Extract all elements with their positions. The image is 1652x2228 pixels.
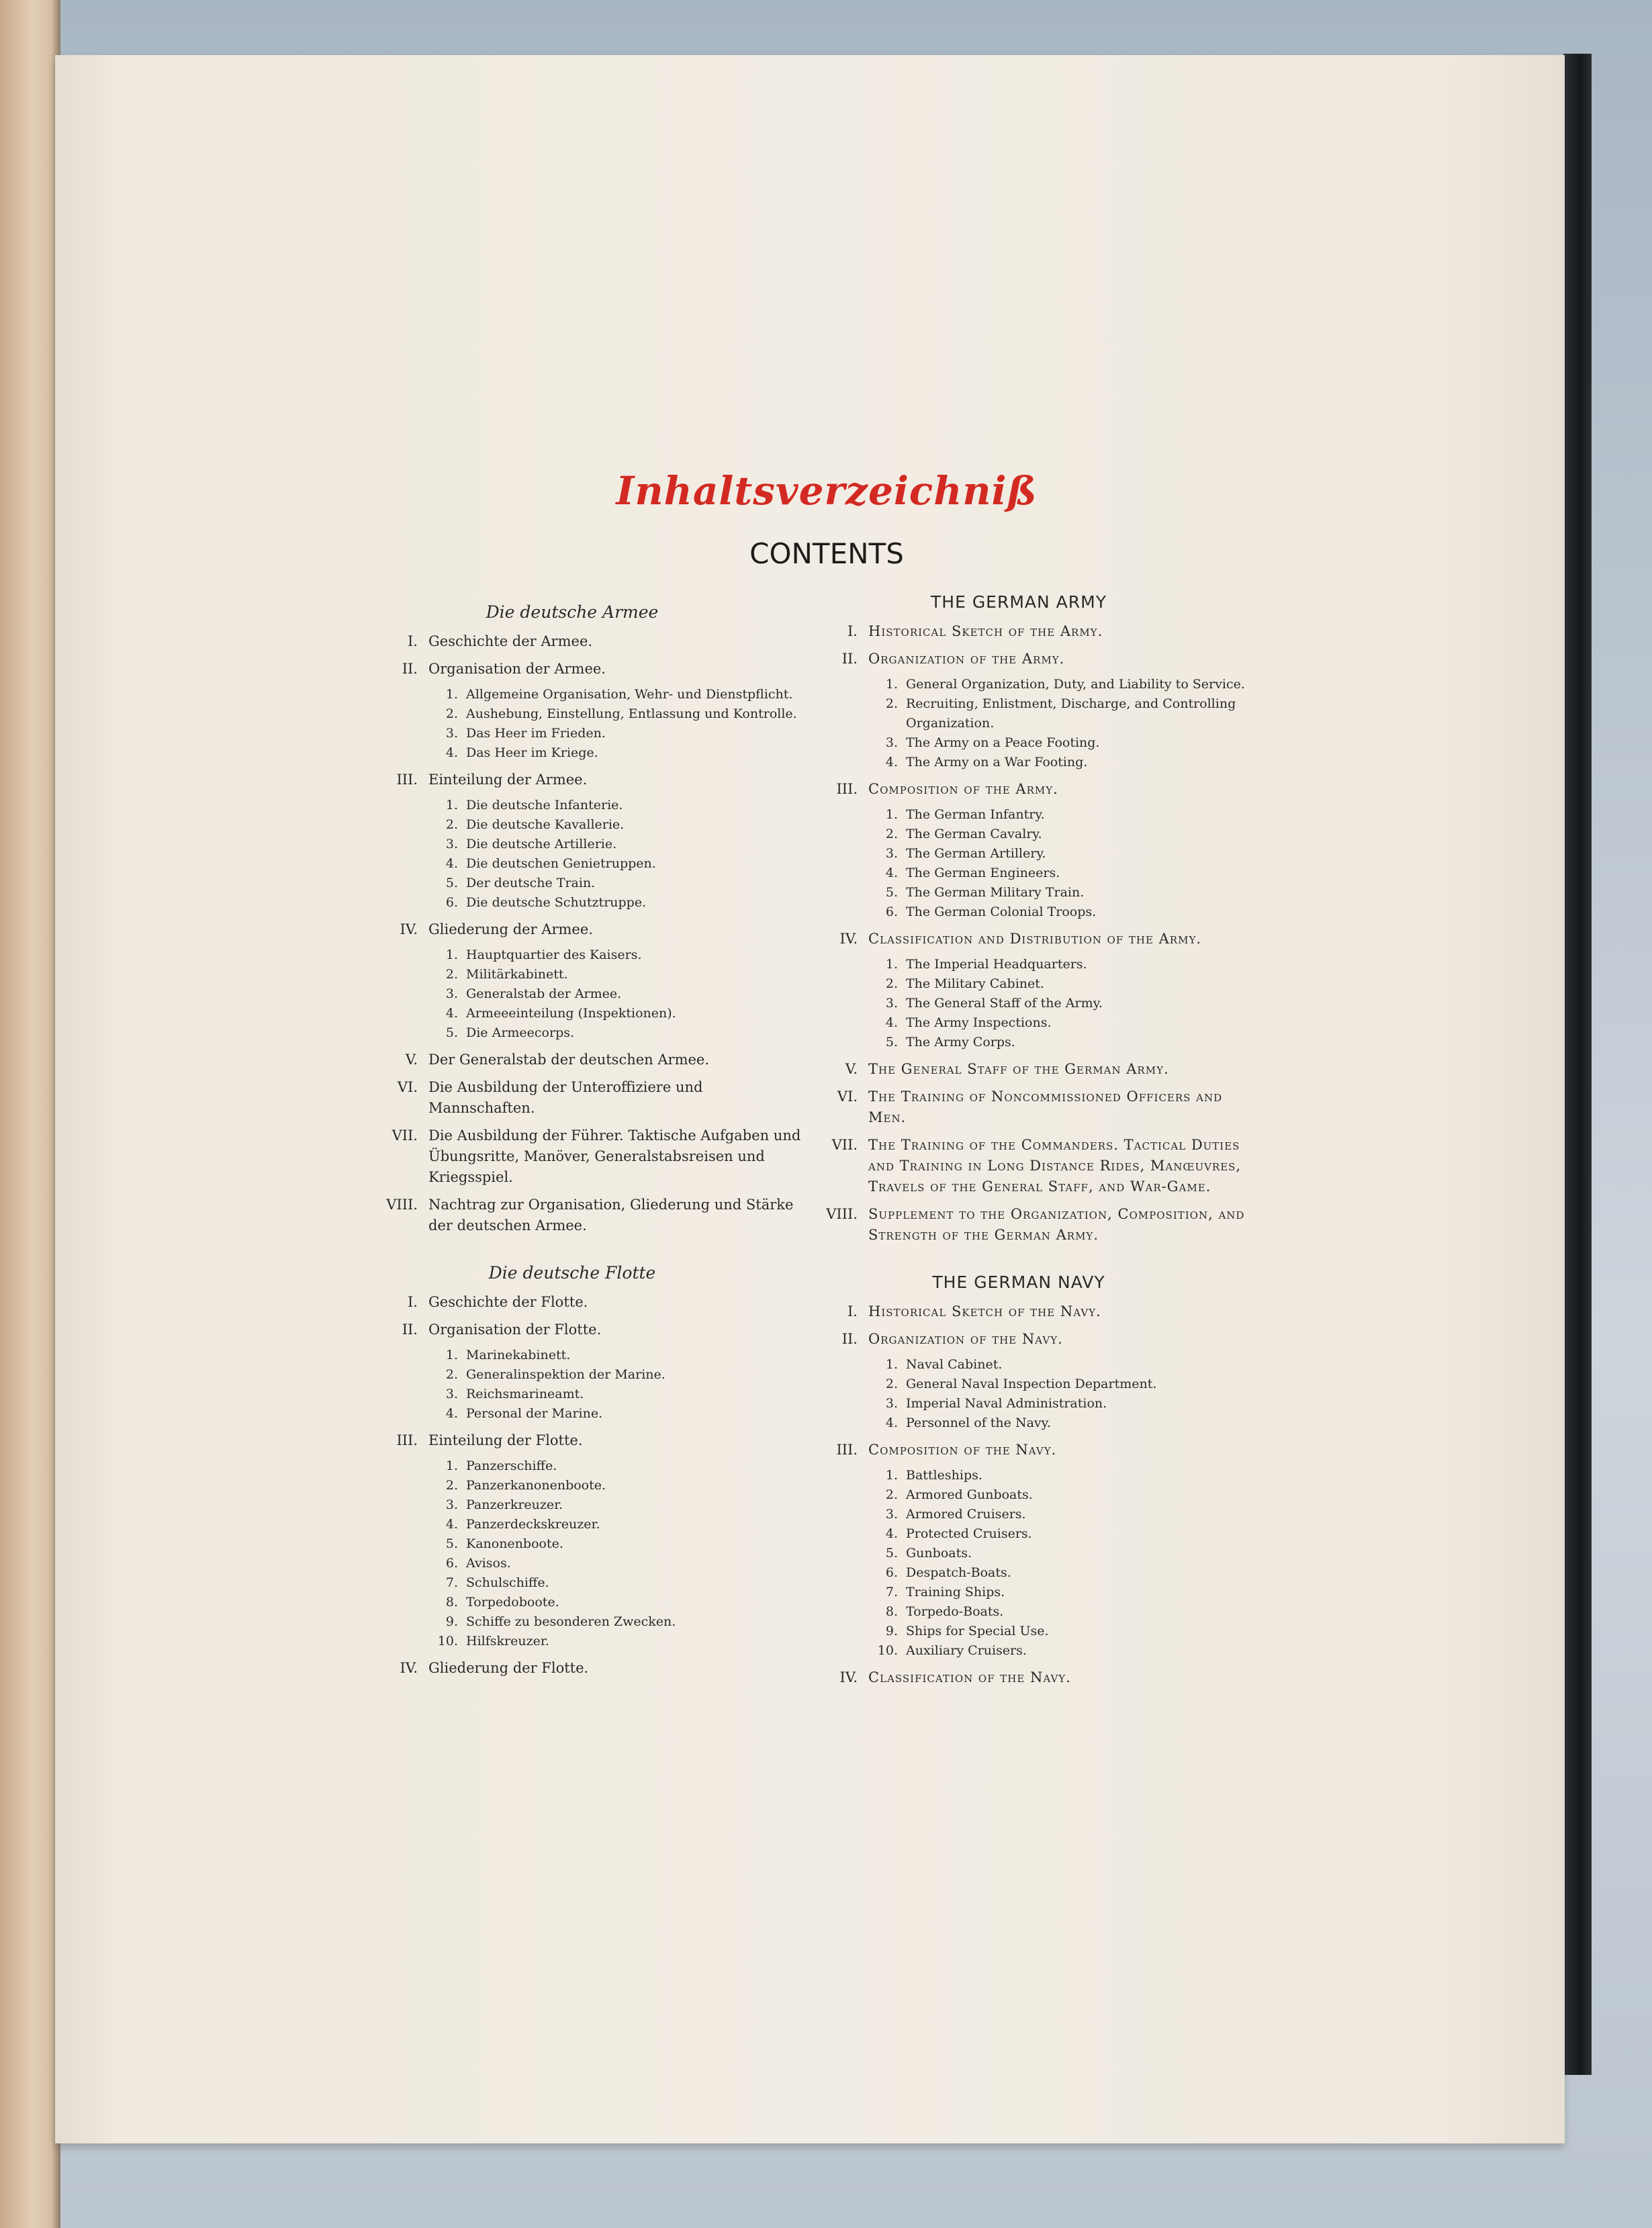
subsection-entry — [777, 1394, 1260, 1413]
subsection-entry — [337, 685, 807, 704]
chapter-number: II. — [841, 1331, 858, 1347]
subsection-entry — [337, 1554, 807, 1573]
subsection-number: 1. — [885, 1468, 898, 1483]
subsection-list — [337, 1456, 807, 1651]
subsection-title: Die deutsche Artillerie. — [466, 837, 617, 851]
section-title: THE GERMAN ARMY — [931, 592, 1107, 612]
subsection-title: Die deutsche Kavallerie. — [466, 817, 625, 832]
section-title: Die deutsche Flotte — [488, 1263, 656, 1283]
subsection-number: 1. — [885, 677, 898, 692]
chapter-number: I. — [847, 1303, 858, 1319]
subsection-title: Panzerkreuzer. — [466, 1497, 563, 1512]
subsection-title: Panzerkanonenboote. — [466, 1478, 606, 1493]
chapter-title: Classification of the Navy. — [868, 1669, 1071, 1685]
chapter-title: Einteilung der Armee. — [428, 772, 588, 788]
subsection-entry — [777, 974, 1260, 994]
chapter-title: The Training of Noncommissioned Officers and Men. — [868, 1088, 1223, 1125]
subsection-title: General Naval Inspection Department. — [906, 1377, 1157, 1391]
chapter-number: II. — [402, 661, 418, 677]
chapter-number: III. — [396, 1432, 418, 1448]
chapter-entry — [777, 1440, 1260, 1460]
chapter-entry — [337, 1319, 807, 1340]
chapter-number: VII. — [392, 1127, 418, 1144]
subsection-number: 1. — [445, 947, 458, 962]
chapter-entry — [337, 1292, 807, 1313]
subsection-entry — [337, 1515, 807, 1534]
section-title: Die deutsche Armee — [486, 602, 659, 622]
subsection-entry — [337, 835, 807, 854]
subsection-title: Despatch-Boats. — [906, 1565, 1011, 1580]
subsection-entry — [337, 874, 807, 893]
chapter-number: VI. — [397, 1079, 418, 1095]
chapter-entry — [337, 770, 807, 790]
subsection-title: Das Heer im Frieden. — [466, 726, 606, 741]
subsection-number: 5. — [885, 1035, 898, 1050]
subsection-number: 4. — [445, 1517, 458, 1532]
subsection-title: Der deutsche Train. — [466, 876, 596, 890]
subsection-title: The German Infantry. — [906, 807, 1045, 822]
subsection-title: Imperial Naval Administration. — [906, 1396, 1107, 1411]
subsection-entry — [777, 1641, 1260, 1661]
subsection-title: Die deutsche Infanterie. — [466, 798, 623, 813]
chapter-title: Supplement to the Organization, Composition, and Strength of the German Army. — [868, 1206, 1245, 1243]
subsection-list — [337, 796, 807, 913]
subsection-entry — [337, 1365, 807, 1385]
subsection-title: Naval Cabinet. — [906, 1357, 1003, 1372]
subsection-number: 3. — [885, 1396, 898, 1411]
subsection-title: Das Heer im Kriege. — [466, 745, 598, 760]
subsection-title: Training Ships. — [906, 1585, 1005, 1599]
chapter-number: I. — [408, 633, 418, 649]
subsection-title: The German Military Train. — [906, 885, 1085, 900]
chapter-entry — [777, 1301, 1260, 1322]
chapter-title: Composition of the Navy. — [868, 1442, 1057, 1458]
subsection-entry — [777, 1485, 1260, 1505]
subsection-number: 5. — [445, 1025, 458, 1040]
subsection-entry — [337, 815, 807, 835]
subsection-entry — [777, 675, 1260, 694]
subsection-number: 4. — [885, 755, 898, 770]
subsection-entry — [777, 1563, 1260, 1583]
chapter-number: II. — [402, 1321, 418, 1338]
subsection-number: 1. — [445, 1458, 458, 1473]
chapter-entry — [337, 659, 807, 680]
subsection-title: Personal der Marine. — [466, 1406, 603, 1421]
subsection-entry — [337, 1023, 807, 1043]
chapter-entry — [777, 1329, 1260, 1350]
chapter-number: III. — [396, 772, 418, 788]
chapter-number: IV. — [839, 931, 858, 947]
subsection-entry — [777, 805, 1260, 825]
chapter-number: VIII. — [386, 1197, 418, 1213]
subsection-entry — [337, 893, 807, 913]
subsection-entry — [337, 1632, 807, 1651]
chapter-number: VI. — [837, 1088, 858, 1105]
chapter-entry — [337, 919, 807, 940]
chapter-number: VII. — [831, 1137, 858, 1153]
subsection-entry — [337, 1346, 807, 1365]
subsection-number: 6. — [885, 904, 898, 919]
subsection-title: The Army on a War Footing. — [906, 755, 1088, 770]
subsection-number: 1. — [445, 1348, 458, 1362]
subsection-number: 2. — [445, 706, 458, 721]
chapter-entry — [777, 1667, 1260, 1688]
subsection-entry — [337, 984, 807, 1004]
subsection-number: 3. — [445, 1387, 458, 1401]
subsection-title: Kanonenboote. — [466, 1536, 563, 1551]
subsection-number: 2. — [445, 967, 458, 982]
chapter-number: V. — [405, 1052, 418, 1068]
subsection-number: 1. — [445, 798, 458, 813]
subsection-title: Panzerdeckskreuzer. — [466, 1517, 600, 1532]
subsection-title: The Army Inspections. — [906, 1015, 1052, 1030]
subsection-number: 4. — [445, 1006, 458, 1021]
chapter-number: VIII. — [826, 1206, 858, 1222]
german-column — [337, 602, 807, 1706]
subsection-title: Die deutschen Genietruppen. — [466, 856, 656, 871]
subsection-entry — [777, 1413, 1260, 1433]
chapter-title: The Training of the Commanders. Tactical Duties and Training in Long Distance Rides, Manœuvres, Travels of the General Staff, and War-Game. — [868, 1137, 1242, 1195]
chapter-entry — [777, 1204, 1260, 1246]
subsection-number: 3. — [885, 996, 898, 1011]
subsection-number: 3. — [445, 986, 458, 1001]
chapter-number: IV. — [400, 921, 418, 937]
chapter-title: Die Ausbildung der Unteroffiziere und Mannschaften. — [428, 1079, 703, 1116]
chapter-title: Der Generalstab der deutschen Armee. — [428, 1052, 710, 1068]
subsection-entry — [777, 902, 1260, 922]
subsection-number: 6. — [445, 1556, 458, 1571]
chapter-number: I. — [847, 623, 858, 639]
left-page-edge — [0, 0, 60, 2228]
subsection-title: Generalstab der Armee. — [466, 986, 622, 1001]
chapter-title: Geschichte der Armee. — [428, 633, 593, 649]
subsection-entry — [337, 704, 807, 724]
chapter-title: Gliederung der Flotte. — [428, 1660, 589, 1676]
subsection-title: Torpedo-Boats. — [906, 1604, 1004, 1619]
subsection-title: Torpedoboote. — [466, 1595, 559, 1610]
toc-section — [337, 1263, 807, 1679]
subsection-list — [337, 1346, 807, 1424]
chapter-number: I. — [408, 1294, 418, 1310]
subsection-entry — [337, 796, 807, 815]
subsection-number: 5. — [885, 885, 898, 900]
subsection-entry — [337, 965, 807, 984]
subsection-number: 6. — [445, 895, 458, 910]
subsection-title: Hauptquartier des Kaisers. — [466, 947, 642, 962]
subsection-number: 2. — [885, 827, 898, 841]
subsection-entry — [337, 743, 807, 763]
subsection-entry — [777, 1524, 1260, 1544]
subsection-title: Battleships. — [906, 1468, 982, 1483]
subsection-entry — [777, 694, 1260, 733]
subsection-entry — [777, 1375, 1260, 1394]
subsection-title: Personnel of the Navy. — [906, 1415, 1051, 1430]
subsection-number: 3. — [885, 1507, 898, 1522]
subsection-number: 2. — [445, 817, 458, 832]
chapter-title: Geschichte der Flotte. — [428, 1294, 588, 1310]
subsection-title: Ships for Special Use. — [906, 1624, 1049, 1638]
chapter-title: Organisation der Flotte. — [428, 1321, 602, 1338]
chapter-entry — [337, 1077, 807, 1119]
chapter-number: IV. — [400, 1660, 418, 1676]
chapter-title: Classification and Distribution of the Army. — [868, 931, 1202, 947]
subsection-entry — [777, 1602, 1260, 1622]
chapter-entry — [337, 1125, 807, 1188]
subsection-entry — [777, 1505, 1260, 1524]
subsection-entry — [777, 955, 1260, 974]
subsection-list — [777, 1466, 1260, 1661]
subsection-number: 2. — [445, 1367, 458, 1382]
subsection-entry — [777, 1355, 1260, 1375]
subsection-title: Reichsmarineamt. — [466, 1387, 584, 1401]
subsection-entry — [777, 1033, 1260, 1052]
subsection-entry — [337, 1534, 807, 1554]
chapter-title: Die Ausbildung der Führer. Taktische Aufgaben und Übungsritte, Manöver, Generalstabsreisen und Kriegsspiel. — [428, 1127, 801, 1185]
subsection-entry — [337, 1495, 807, 1515]
subsection-number: 3. — [445, 837, 458, 851]
subsection-title: Generalinspektion der Marine. — [466, 1367, 666, 1382]
chapter-title: Nachtrag zur Organisation, Gliederung und Stärke der deutschen Armee. — [428, 1197, 794, 1234]
chapter-title: Einteilung der Flotte. — [428, 1432, 583, 1448]
subsection-number: 1. — [445, 687, 458, 702]
subsection-title: Marinekabinett. — [466, 1348, 571, 1362]
subsection-entry — [337, 1476, 807, 1495]
subsection-entry — [777, 1544, 1260, 1563]
chapter-title: Gliederung der Armee. — [428, 921, 593, 937]
subsection-list — [777, 675, 1260, 772]
chapter-entry — [337, 1658, 807, 1679]
subsection-number: 7. — [885, 1585, 898, 1599]
subsection-entry — [337, 1573, 807, 1593]
subsection-title: Panzerschiffe. — [466, 1458, 557, 1473]
subsection-list — [777, 955, 1260, 1052]
subsection-title: The Imperial Headquarters. — [906, 957, 1087, 972]
subsection-number: 1. — [885, 1357, 898, 1372]
subsection-number: 3. — [885, 846, 898, 861]
subsection-title: Avisos. — [466, 1556, 511, 1571]
chapter-title: Composition of the Army. — [868, 781, 1058, 797]
page-title-german: Inhaltsverzeichniß — [616, 468, 1038, 514]
subsection-number: 10. — [877, 1643, 898, 1658]
subsection-title: Die Armeecorps. — [466, 1025, 575, 1040]
subsection-entry — [777, 1466, 1260, 1485]
subsection-title: Armored Gunboats. — [906, 1487, 1033, 1502]
subsection-number: 4. — [445, 1406, 458, 1421]
chapter-number: II. — [841, 651, 858, 667]
toc-section — [777, 592, 1260, 1246]
subsection-title: Recruiting, Enlistment, Discharge, and Controlling Organization. — [906, 696, 1236, 731]
subsection-list — [777, 1355, 1260, 1433]
subsection-entry — [337, 945, 807, 965]
subsection-title: Schulschiffe. — [466, 1575, 549, 1590]
subsection-number: 4. — [885, 1526, 898, 1541]
subsection-number: 10. — [437, 1634, 458, 1649]
subsection-title: The Military Cabinet. — [906, 976, 1044, 991]
subsection-list — [337, 685, 807, 763]
subsection-title: Militärkabinett. — [466, 967, 568, 982]
subsection-title: Protected Cruisers. — [906, 1526, 1032, 1541]
subsection-number: 2. — [885, 1377, 898, 1391]
subsection-number: 3. — [885, 735, 898, 750]
subsection-title: The German Engineers. — [906, 866, 1060, 880]
subsection-number: 4. — [885, 1015, 898, 1030]
chapter-title: Organisation der Armee. — [428, 661, 606, 677]
subsection-number: 2. — [885, 1487, 898, 1502]
subsection-number: 9. — [445, 1614, 458, 1629]
subsection-entry — [777, 1583, 1260, 1602]
chapter-entry — [777, 649, 1260, 669]
section-title: THE GERMAN NAVY — [932, 1272, 1105, 1292]
chapter-entry — [337, 1050, 807, 1070]
subsection-number: 5. — [445, 1536, 458, 1551]
subsection-number: 2. — [885, 696, 898, 711]
subsection-entry — [777, 1622, 1260, 1641]
subsection-number: 2. — [885, 976, 898, 991]
subsection-entry — [337, 854, 807, 874]
chapter-entry — [337, 1195, 807, 1236]
subsection-title: Armeeeinteilung (Inspektionen). — [466, 1006, 676, 1021]
subsection-number: 7. — [445, 1575, 458, 1590]
subsection-number: 9. — [885, 1624, 898, 1638]
subsection-number: 3. — [445, 726, 458, 741]
subsection-entry — [337, 1385, 807, 1404]
chapter-title: Historical Sketch of the Army. — [868, 623, 1103, 639]
subsection-title: The Army Corps. — [906, 1035, 1015, 1050]
subsection-list — [337, 945, 807, 1043]
chapter-entry — [777, 621, 1260, 642]
subsection-entry — [337, 1404, 807, 1424]
page-title-english: CONTENTS — [749, 537, 904, 570]
chapter-entry — [337, 1430, 807, 1451]
subsection-number: 1. — [885, 807, 898, 822]
book-page — [55, 55, 1565, 2143]
subsection-title: Schiffe zu besonderen Zwecken. — [466, 1614, 676, 1629]
english-column — [777, 592, 1260, 1715]
book-cover-edge — [1563, 54, 1592, 2075]
subsection-title: The German Artillery. — [906, 846, 1046, 861]
subsection-number: 4. — [885, 866, 898, 880]
subsection-number: 8. — [445, 1595, 458, 1610]
subsection-title: Aushebung, Einstellung, Entlassung und Kontrolle. — [466, 706, 797, 721]
subsection-entry — [337, 1612, 807, 1632]
subsection-entry — [777, 844, 1260, 864]
subsection-entry — [337, 1004, 807, 1023]
subsection-entry — [777, 1013, 1260, 1033]
subsection-title: Gunboats. — [906, 1546, 972, 1561]
subsection-title: The General Staff of the Army. — [906, 996, 1103, 1011]
chapter-entry — [777, 929, 1260, 949]
chapter-number: IV. — [839, 1669, 858, 1685]
subsection-number: 5. — [445, 876, 458, 890]
chapter-number: III. — [836, 1442, 858, 1458]
subsection-entry — [337, 1593, 807, 1612]
chapter-title: Organization of the Navy. — [868, 1331, 1063, 1347]
subsection-title: The German Colonial Troops. — [906, 904, 1097, 919]
subsection-number: 3. — [445, 1497, 458, 1512]
subsection-entry — [337, 1456, 807, 1476]
subsection-title: Hilfskreuzer. — [466, 1634, 549, 1649]
subsection-entry — [777, 883, 1260, 902]
subsection-number: 5. — [885, 1546, 898, 1561]
subsection-entry — [777, 825, 1260, 844]
subsection-number: 2. — [445, 1478, 458, 1493]
subsection-number: 4. — [445, 856, 458, 871]
chapter-title: The General Staff of the German Army. — [868, 1061, 1169, 1077]
subsection-list — [777, 805, 1260, 922]
chapter-entry — [777, 779, 1260, 800]
chapter-number: III. — [836, 781, 858, 797]
chapter-entry — [777, 1135, 1260, 1197]
subsection-title: Auxiliary Cruisers. — [906, 1643, 1027, 1658]
subsection-title: The Army on a Peace Footing. — [906, 735, 1100, 750]
subsection-number: 4. — [445, 745, 458, 760]
subsection-title: Allgemeine Organisation, Wehr- und Dienstpflicht. — [466, 687, 793, 702]
subsection-number: 8. — [885, 1604, 898, 1619]
subsection-title: Armored Cruisers. — [906, 1507, 1026, 1522]
subsection-entry — [337, 724, 807, 743]
subsection-title: General Organization, Duty, and Liability to Service. — [906, 677, 1245, 692]
chapter-title: Organization of the Army. — [868, 651, 1065, 667]
chapter-entry — [777, 1059, 1260, 1080]
chapter-title: Historical Sketch of the Navy. — [868, 1303, 1101, 1319]
subsection-entry — [777, 994, 1260, 1013]
chapter-entry — [777, 1086, 1260, 1128]
toc-section — [337, 602, 807, 1236]
subsection-number: 6. — [885, 1565, 898, 1580]
subsection-number: 4. — [885, 1415, 898, 1430]
subsection-number: 1. — [885, 957, 898, 972]
chapter-number: V. — [845, 1061, 858, 1077]
subsection-entry — [777, 864, 1260, 883]
toc-section — [777, 1272, 1260, 1688]
subsection-title: Die deutsche Schutztruppe. — [466, 895, 647, 910]
subsection-title: The German Cavalry. — [906, 827, 1042, 841]
subsection-entry — [777, 753, 1260, 772]
chapter-entry — [337, 631, 807, 652]
subsection-entry — [777, 733, 1260, 753]
